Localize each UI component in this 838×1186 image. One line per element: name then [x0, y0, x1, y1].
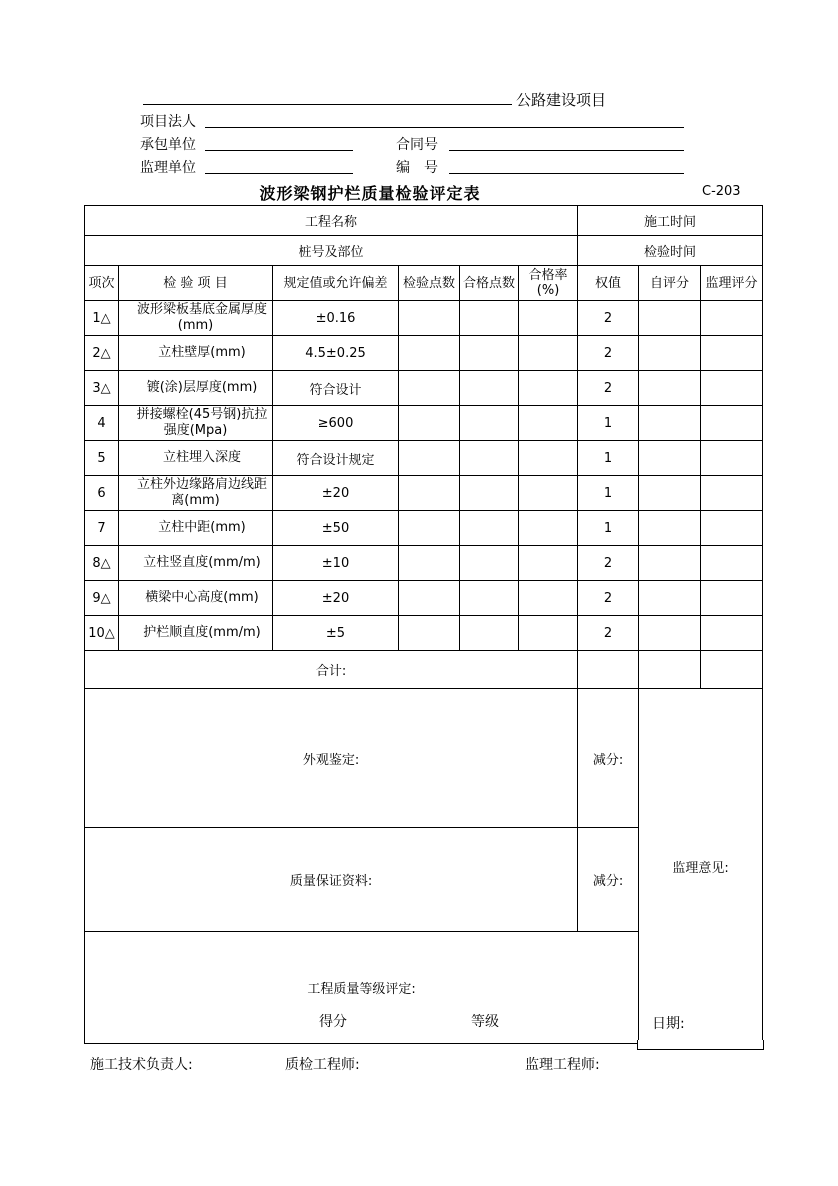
supervisor-score-input-cell[interactable]	[701, 406, 763, 441]
rate-input-cell[interactable]	[519, 581, 578, 616]
row-spec: ±20	[273, 581, 399, 616]
supervision-opinion-label: 监理意见:	[672, 860, 729, 876]
row-no: 8△	[85, 546, 119, 581]
row-spec: ±50	[273, 511, 399, 546]
self-score-input-cell[interactable]	[639, 616, 701, 651]
row-item: 镀(涂)层厚度(mm)	[119, 371, 273, 406]
col-points: 检验点数	[399, 266, 460, 301]
row-spec: ±20	[273, 476, 399, 511]
self-score-input-cell[interactable]	[639, 301, 701, 336]
date-label: 日期:	[652, 1016, 685, 1032]
rate-input-cell[interactable]	[519, 336, 578, 371]
construction-tech-lead-label: 施工技术负责人:	[90, 1057, 193, 1073]
row-no: 6	[85, 476, 119, 511]
score-label: 得分	[319, 1014, 347, 1030]
row-spec: 符合设计规定	[273, 441, 399, 476]
row-spec: ≥600	[273, 406, 399, 441]
col-rate-line1: 合格率	[528, 268, 568, 283]
col-item: 检 验 项 目	[119, 266, 273, 301]
self-score-input-cell[interactable]	[639, 336, 701, 371]
rate-input-cell[interactable]	[519, 511, 578, 546]
row-no: 5	[85, 441, 119, 476]
inspection-table	[84, 205, 763, 1044]
quality-assurance-deduction-cell[interactable]: 减分:	[578, 828, 639, 932]
row-weight: 2	[578, 371, 639, 406]
contract-no-label: 合同号	[396, 137, 438, 153]
rate-input-cell[interactable]	[519, 371, 578, 406]
pass-input-cell[interactable]	[460, 336, 519, 371]
row-weight: 2	[578, 546, 639, 581]
serial-no-input-line[interactable]	[449, 173, 684, 174]
grade-evaluation-cell[interactable]	[85, 932, 639, 1044]
row-item: 护栏顺直度(mm/m)	[119, 616, 273, 651]
col-rate-line2: (%)	[536, 283, 560, 298]
self-score-input-cell[interactable]	[639, 476, 701, 511]
pass-input-cell[interactable]	[460, 546, 519, 581]
row-item: 立柱壁厚(mm)	[119, 336, 273, 371]
project-legal-label: 项目法人	[140, 114, 196, 130]
row-no: 1△	[85, 301, 119, 336]
table-row	[85, 441, 763, 476]
pass-input-cell[interactable]	[460, 406, 519, 441]
points-input-cell[interactable]	[399, 406, 460, 441]
rate-input-cell[interactable]	[519, 441, 578, 476]
pass-input-cell[interactable]	[460, 511, 519, 546]
table-row	[85, 371, 763, 406]
info-row-1	[85, 206, 763, 236]
row-weight: 2	[578, 336, 639, 371]
points-input-cell[interactable]	[399, 301, 460, 336]
date-cell-overhang	[637, 1040, 764, 1050]
row-item: 立柱竖直度(mm/m)	[119, 546, 273, 581]
row-item: 立柱中距(mm)	[119, 511, 273, 546]
table-row	[85, 301, 763, 336]
quality-assurance-cell[interactable]: 质量保证资料:	[85, 828, 578, 932]
contractor-label: 承包单位	[140, 137, 196, 153]
points-input-cell[interactable]	[399, 336, 460, 371]
row-no: 7	[85, 511, 119, 546]
rate-input-cell[interactable]	[519, 476, 578, 511]
row-spec: ±5	[273, 616, 399, 651]
qc-engineer-label: 质检工程师:	[285, 1057, 360, 1073]
col-supervisor-score: 监理评分	[701, 266, 763, 301]
row-no: 9△	[85, 581, 119, 616]
supervision-engineer-label: 监理工程师:	[525, 1057, 600, 1073]
table-row	[85, 616, 763, 651]
total-label: 合计:	[85, 651, 578, 689]
table-row	[85, 511, 763, 546]
row-spec: ±10	[273, 546, 399, 581]
pass-input-cell[interactable]	[460, 581, 519, 616]
pass-input-cell[interactable]	[460, 441, 519, 476]
project-name-cell[interactable]: 工程名称	[85, 206, 578, 236]
supervisor-score-input-cell[interactable]	[701, 511, 763, 546]
page-title: 波形梁钢护栏质量检验评定表	[259, 184, 481, 203]
inspection-time-cell[interactable]: 检验时间	[578, 236, 763, 266]
points-input-cell[interactable]	[399, 546, 460, 581]
table-row	[85, 476, 763, 511]
row-weight: 1	[578, 511, 639, 546]
total-supervisor-score-input-cell[interactable]	[701, 651, 763, 689]
form-code: C-203	[702, 184, 741, 199]
self-score-input-cell[interactable]	[639, 371, 701, 406]
project-suffix-label: 公路建设项目	[516, 91, 607, 109]
points-input-cell[interactable]	[399, 441, 460, 476]
pass-input-cell[interactable]	[460, 616, 519, 651]
total-weight-input-cell[interactable]	[578, 651, 639, 689]
row-item: 立柱外边缘路肩边线距离(mm)	[119, 476, 273, 511]
col-weight: 权值	[578, 266, 639, 301]
rate-input-cell[interactable]	[519, 301, 578, 336]
self-score-input-cell[interactable]	[639, 546, 701, 581]
points-input-cell[interactable]	[399, 476, 460, 511]
pass-input-cell[interactable]	[460, 371, 519, 406]
pass-input-cell[interactable]	[460, 476, 519, 511]
col-no: 项次	[85, 266, 119, 301]
self-score-input-cell[interactable]	[639, 441, 701, 476]
appearance-cell[interactable]: 外观鉴定:	[85, 689, 578, 828]
pass-input-cell[interactable]	[460, 301, 519, 336]
row-item: 横梁中心高度(mm)	[119, 581, 273, 616]
supervisor-label: 监理单位	[140, 160, 196, 176]
row-no: 2△	[85, 336, 119, 371]
supervisor-score-input-cell[interactable]	[701, 476, 763, 511]
supervisor-score-input-cell[interactable]	[701, 581, 763, 616]
row-item: 拼接螺栓(45号钢)抗拉强度(Mpa)	[119, 406, 273, 441]
self-score-input-cell[interactable]	[639, 406, 701, 441]
supervisor-score-input-cell[interactable]	[701, 546, 763, 581]
col-spec: 规定值或允许偏差	[273, 266, 399, 301]
table-row	[85, 581, 763, 616]
row-item: 波形梁板基底金属厚度(mm)	[119, 301, 273, 336]
serial-no-label: 编 号	[396, 160, 438, 176]
grade-evaluation-label: 工程质量等级评定:	[307, 982, 416, 997]
supervisor-score-input-cell[interactable]	[701, 441, 763, 476]
row-weight: 1	[578, 441, 639, 476]
header-row	[85, 266, 763, 301]
row-weight: 2	[578, 616, 639, 651]
row-spec: 4.5±0.25	[273, 336, 399, 371]
appearance-row	[85, 689, 763, 828]
row-no: 4	[85, 406, 119, 441]
supervisor-score-input-cell[interactable]	[701, 301, 763, 336]
points-input-cell[interactable]	[399, 371, 460, 406]
row-spec: 符合设计	[273, 371, 399, 406]
col-pass: 合格点数	[460, 266, 519, 301]
supervisor-score-input-cell[interactable]	[701, 616, 763, 651]
project-legal-input-line[interactable]	[205, 127, 684, 128]
supervisor-score-input-cell[interactable]	[701, 336, 763, 371]
info-row-2	[85, 236, 763, 266]
total-row	[85, 651, 763, 689]
supervisor-score-input-cell[interactable]	[701, 371, 763, 406]
table-row	[85, 336, 763, 371]
rate-input-cell[interactable]	[519, 546, 578, 581]
rate-input-cell[interactable]	[519, 616, 578, 651]
row-weight: 1	[578, 476, 639, 511]
grade-label: 等级	[471, 1014, 499, 1030]
contractor-input-line[interactable]	[205, 150, 353, 151]
appearance-deduction-cell[interactable]: 减分:	[578, 689, 639, 828]
table-row	[85, 406, 763, 441]
contract-no-input-line[interactable]	[449, 150, 684, 151]
total-self-score-input-cell[interactable]	[639, 651, 701, 689]
points-input-cell[interactable]	[399, 511, 460, 546]
project-name-input-line[interactable]	[143, 104, 512, 105]
col-self-score: 自评分	[639, 266, 701, 301]
self-score-input-cell[interactable]	[639, 581, 701, 616]
points-input-cell[interactable]	[399, 581, 460, 616]
row-weight: 2	[578, 301, 639, 336]
rate-input-cell[interactable]	[519, 406, 578, 441]
row-weight: 1	[578, 406, 639, 441]
row-no: 3△	[85, 371, 119, 406]
row-spec: ±0.16	[273, 301, 399, 336]
row-no: 10△	[85, 616, 119, 651]
row-item: 立柱埋入深度	[119, 441, 273, 476]
construction-time-cell[interactable]: 施工时间	[578, 206, 763, 236]
self-score-input-cell[interactable]	[639, 511, 701, 546]
supervisor-input-line[interactable]	[205, 173, 353, 174]
row-weight: 2	[578, 581, 639, 616]
supervision-opinion-cell[interactable]	[639, 689, 763, 1044]
col-rate	[519, 266, 578, 301]
points-input-cell[interactable]	[399, 616, 460, 651]
pile-location-cell[interactable]: 桩号及部位	[85, 236, 578, 266]
table-row	[85, 546, 763, 581]
